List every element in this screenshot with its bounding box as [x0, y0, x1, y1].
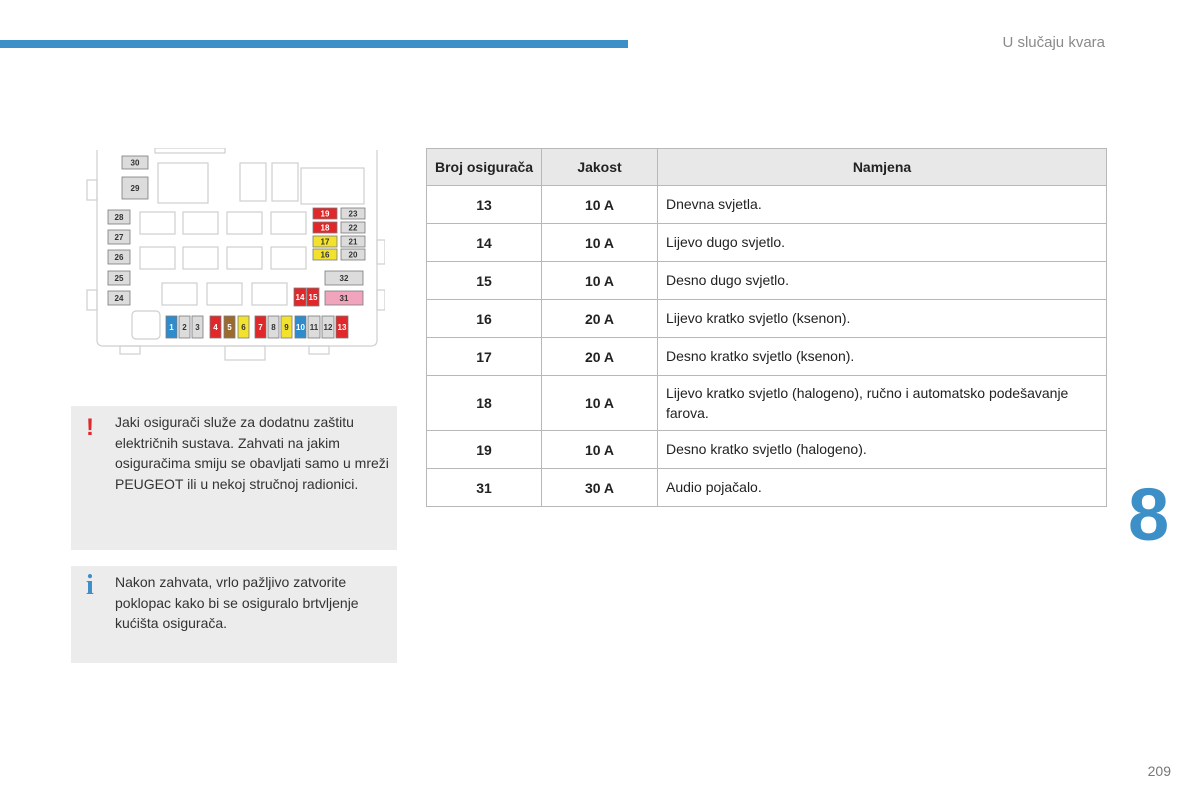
fuse-amperage: 10 A [542, 376, 658, 431]
fuse-label-27: 27 [114, 233, 124, 242]
fuse-purpose: Desno dugo svjetlo. [658, 262, 1107, 300]
warning-note [71, 406, 397, 550]
fuse-label-10: 10 [296, 323, 305, 332]
fuse-number: 17 [427, 338, 542, 376]
table-row [427, 469, 1107, 507]
fuse-label-20: 20 [348, 250, 358, 260]
chapter-number: 8 [1128, 473, 1170, 556]
fuse-number: 31 [427, 469, 542, 507]
info-icon: i [86, 570, 94, 601]
header-amperage: Jakost [542, 149, 658, 186]
fuse-label-11: 11 [309, 323, 319, 332]
fuse-label-30: 30 [130, 158, 140, 168]
fuse-label-3: 3 [195, 323, 200, 332]
header-fuse-number: Broj osigurača [427, 149, 542, 186]
fuse-label-16: 16 [320, 250, 330, 260]
fuse-label-8: 8 [271, 323, 276, 332]
fuse-box-diagram [85, 148, 385, 368]
fuse-number: 15 [427, 262, 542, 300]
fuse-label-29: 29 [130, 184, 140, 193]
fuse-label-24: 24 [114, 294, 124, 303]
fuse-number: 13 [427, 186, 542, 224]
fuse-amperage: 10 A [542, 186, 658, 224]
fuse-label-2: 2 [182, 323, 187, 332]
fuse-label-28: 28 [114, 213, 124, 222]
table-row [427, 376, 1107, 431]
page-number: 209 [1147, 763, 1171, 779]
fuse-purpose: Desno kratko svjetlo (halogeno). [658, 431, 1107, 469]
fuse-number: 19 [427, 431, 542, 469]
info-note-text: Nakon zahvata, vrlo pažljivo zatvorite poklopac kako bi se osiguralo brtvljenje kućišta osigurača. [115, 574, 359, 631]
fuse-label-15: 15 [308, 293, 318, 302]
fuse-label-26: 26 [114, 253, 124, 262]
fuse-label-31: 31 [339, 294, 349, 303]
fuse-label-6: 6 [241, 323, 246, 332]
fuse-amperage: 20 A [542, 300, 658, 338]
table-row [427, 431, 1107, 469]
fuse-purpose: Desno kratko svjetlo (ksenon). [658, 338, 1107, 376]
fuse-label-25: 25 [114, 274, 124, 283]
table-row [427, 262, 1107, 300]
fuse-label-18: 18 [320, 223, 330, 233]
table-row [427, 186, 1107, 224]
fuse-label-19: 19 [320, 209, 330, 219]
fuse-table [426, 148, 1107, 507]
fuse-number: 18 [427, 376, 542, 431]
fuse-amperage: 30 A [542, 469, 658, 507]
table-header-row [427, 149, 1107, 186]
info-note [71, 566, 397, 663]
fuse-label-22: 22 [348, 223, 358, 233]
fuse-amperage: 10 A [542, 262, 658, 300]
fuse-purpose: Audio pojačalo. [658, 469, 1107, 507]
table-row [427, 338, 1107, 376]
fuse-label-13: 13 [337, 323, 347, 332]
fuse-label-12: 12 [323, 323, 333, 332]
fuse-label-21: 21 [348, 237, 358, 247]
section-title: U slučaju kvara [1002, 34, 1105, 51]
fuse-label-9: 9 [284, 323, 289, 332]
fuse-amperage: 10 A [542, 431, 658, 469]
exclamation-icon: ! [86, 414, 94, 441]
fuse-number: 16 [427, 300, 542, 338]
fuse-number: 14 [427, 224, 542, 262]
fuse-label-5: 5 [227, 323, 232, 332]
fuse-purpose: Lijevo kratko svjetlo (ksenon). [658, 300, 1107, 338]
fuse-purpose: Lijevo kratko svjetlo (halogeno), ručno i automatsko podešavanje farova. [658, 376, 1107, 431]
fuse-label-1: 1 [169, 323, 174, 332]
warning-note-text: Jaki osigurači služe za dodatnu zaštitu električnih sustava. Zahvati na jakim osiguračima smiju se obavljati samo u mreži PEUGEOT ili u nekoj stručnoj radionici. [115, 414, 389, 492]
top-accent-bar [0, 40, 628, 48]
table-row [427, 300, 1107, 338]
fuse-label-14: 14 [295, 293, 305, 302]
table-row [427, 224, 1107, 262]
fuse-label-17: 17 [320, 237, 330, 247]
fuse-label-7: 7 [258, 323, 263, 332]
fuse-amperage: 10 A [542, 224, 658, 262]
fuse-amperage: 20 A [542, 338, 658, 376]
fuse-label-4: 4 [213, 323, 218, 332]
fuse-label-32: 32 [339, 274, 349, 283]
fuse-label-23: 23 [348, 209, 358, 219]
fuse-purpose: Dnevna svjetla. [658, 186, 1107, 224]
fuse-purpose: Lijevo dugo svjetlo. [658, 224, 1107, 262]
header-purpose: Namjena [658, 149, 1107, 186]
